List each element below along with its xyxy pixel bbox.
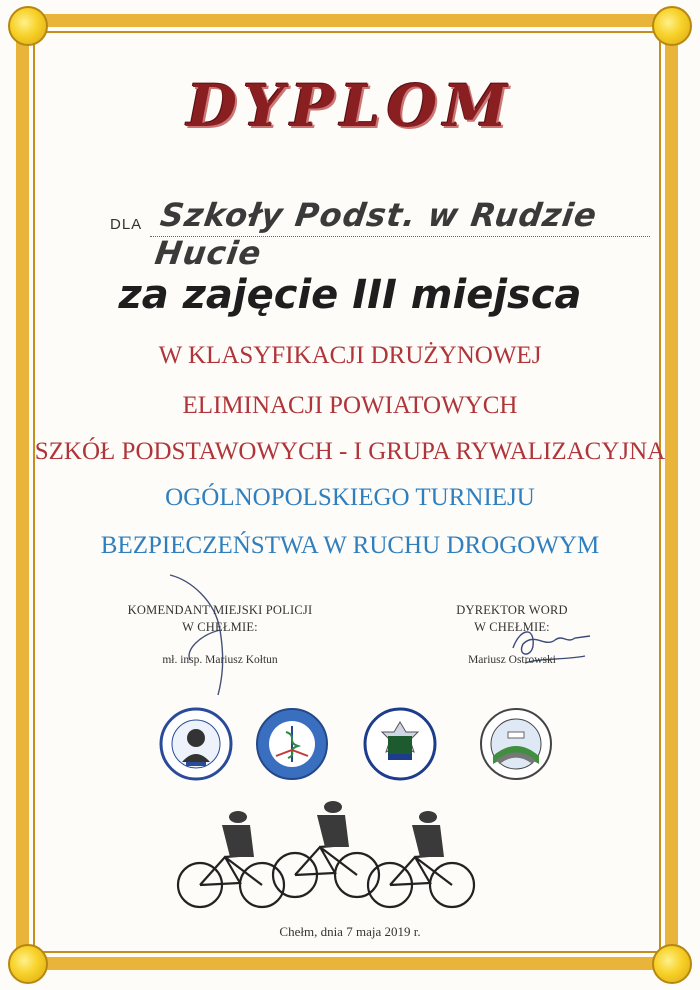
dla-label: DLA [110, 216, 143, 233]
classification-line-1: W KLASYFIKACJI DRUŻYNOWEJ [158, 342, 542, 369]
signature-left-place: W CHEŁMIE: [182, 620, 258, 634]
place-heading: za zajęcie III miejsca [118, 272, 582, 318]
corner-ornament-icon [8, 6, 48, 46]
corner-ornament-icon [8, 944, 48, 984]
signature-right-title: DYREKTOR WORD [456, 603, 568, 617]
signature-left-title: KOMENDANT MIEJSKI POLICJI [127, 603, 313, 617]
signature-right [432, 602, 592, 666]
signature-left [120, 602, 320, 666]
recipient-handwritten: Szkoły Podst. w Rudzie Hucie [152, 196, 600, 272]
tournament-line-2: BEZPIECZEŃSTWA W RUCHU DROGOWYM [100, 532, 600, 559]
tournament-line-1: OGÓLNOPOLSKIEGO TURNIEJU [165, 484, 535, 511]
classification-line-2: ELIMINACJI POWIATOWYCH [182, 392, 518, 419]
corner-ornament-icon [652, 6, 692, 46]
classification-line-3: SZKÓŁ PODSTAWOWYCH - I GRUPA RYWALIZACYJNA [34, 438, 666, 465]
word-emblem-icon [478, 706, 554, 782]
corner-ornament-icon [652, 944, 692, 984]
diploma-title: DYPLOM [186, 72, 514, 140]
police-emblem-icon [362, 706, 438, 782]
signature-left-name: mł. insp. Mariusz Kołtun [162, 654, 278, 666]
cyclists-illustration [170, 795, 480, 920]
place-and-date: Chełm, dnia 7 maja 2019 r. [279, 924, 421, 939]
signature-right-place: W CHEŁMIE: [474, 620, 550, 634]
medical-school-emblem-icon [254, 706, 330, 782]
school-emblem-icon [158, 706, 234, 782]
signature-right-name: Mariusz Ostrowski [468, 654, 556, 666]
recipient-row [100, 188, 660, 272]
